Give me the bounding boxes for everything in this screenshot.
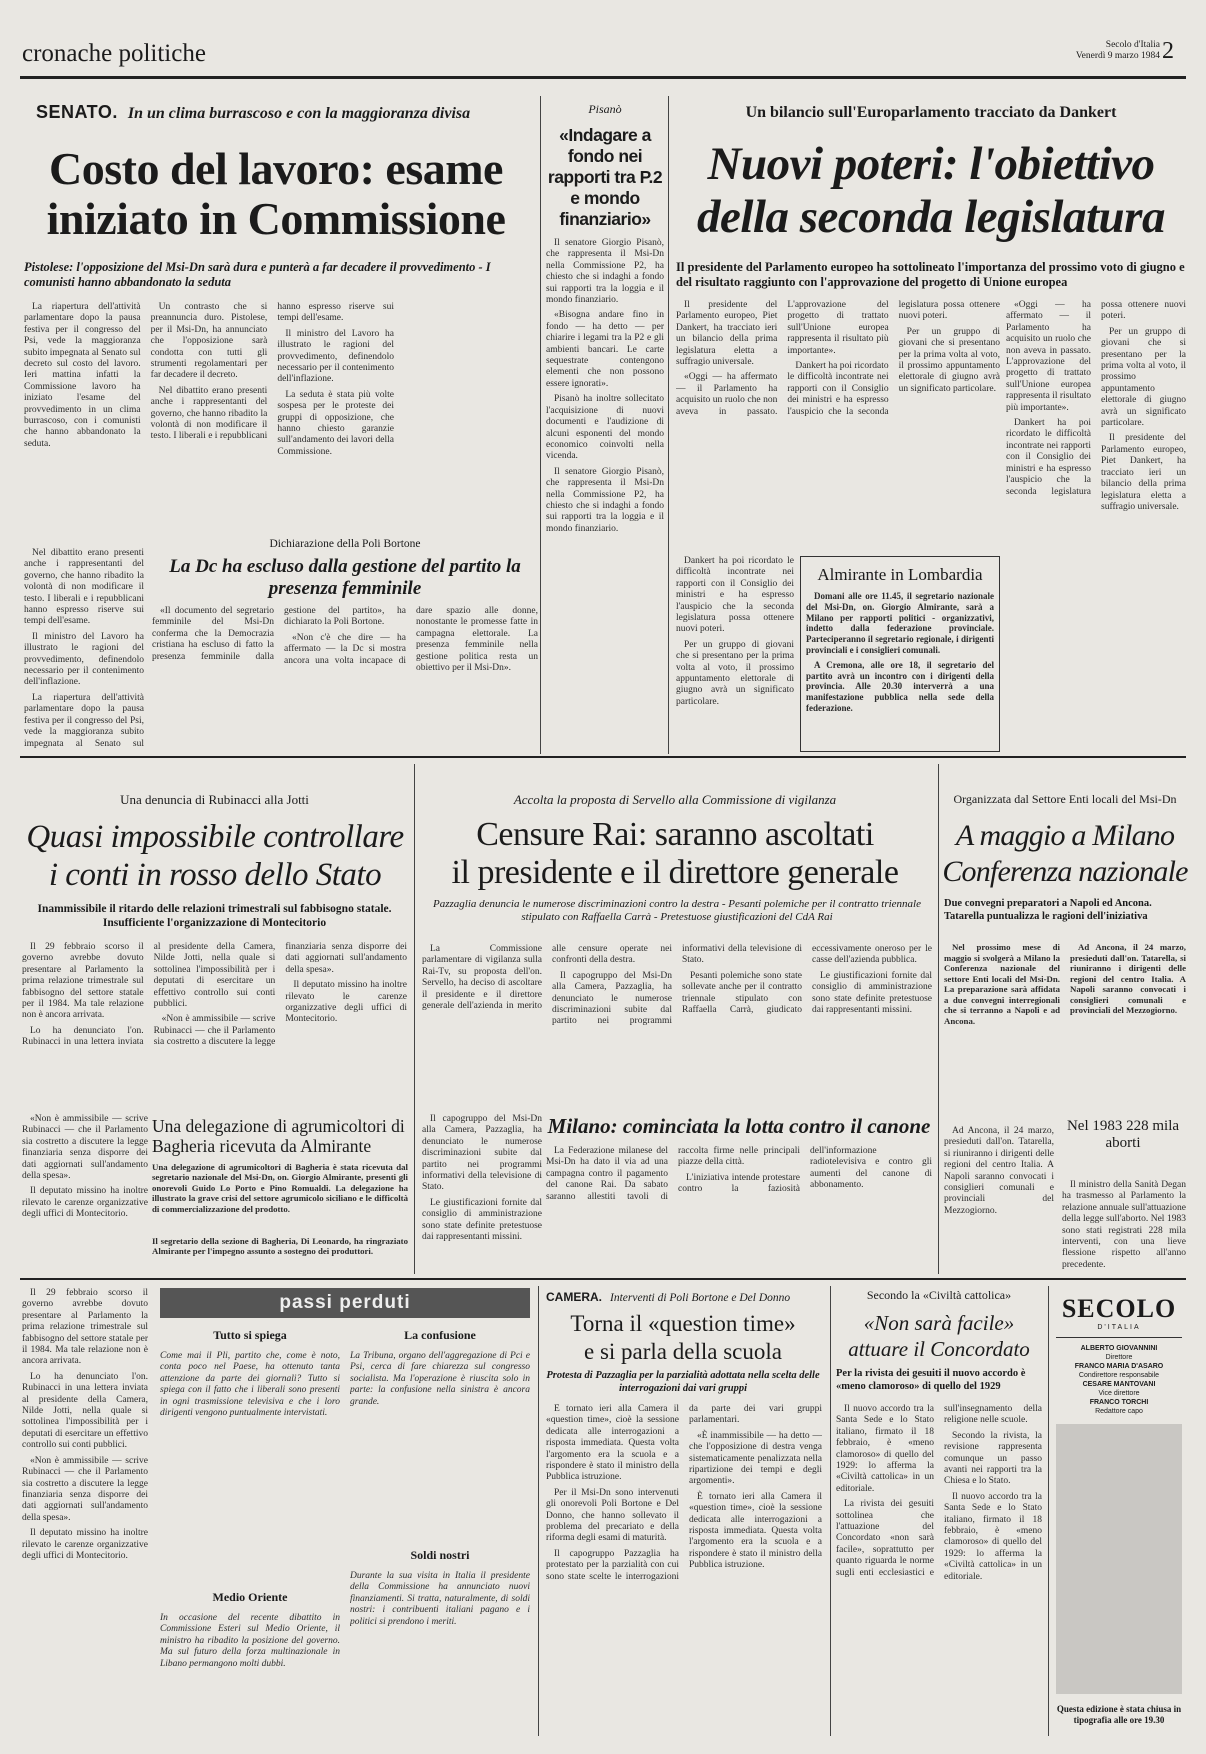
colophon-line: Condirettore responsabile [1078, 1372, 1160, 1379]
europa-kicker: Un bilancio sull'Europarlamento tracciato da Dankert [745, 104, 1117, 121]
senato-body-continued [24, 548, 144, 748]
pisano-paragraph: «Bisogna andare fino in fondo — ha detto — per chiarire i legami tra la P2 e gli ambienti bancari. Le carte sequestrate contengono elementi che non possono essere ignorati». [546, 310, 664, 389]
colophon-staff [1052, 1344, 1186, 1416]
europa-paragraph: Dankert ha poi ricordato le difficoltà incontrate nei rapporti con il Consiglio dei ministri e ha espresso l'auspicio che la seconda legislatura possa ottenere nuovi poteri. [787, 300, 1000, 417]
europa-paragraph: «Oggi — ha affermato — il Parlamento ha acquisito un ruolo che non aveva in passato. L'approvazione del progetto di trattato sull'Unione europea rappresenta il risultato più importante». [676, 300, 889, 417]
aborti-body [1062, 1180, 1186, 1272]
column-divider [538, 1286, 539, 1736]
canone-headline: Milano: cominciata la lotta contro il canone [547, 1114, 931, 1138]
passi-item-title: Medio Oriente [212, 1590, 288, 1604]
rai-paragraph: Il capogruppo del Msi-Dn alla Camera, Pazzaglia, ha denunciato le numerose discriminazioni subite dal partito nei programmi informativi della televisione di Stato. [422, 1114, 542, 1193]
colophon-fineprint-block [1056, 1424, 1182, 1694]
senato-headline-line-1: Costo del lavoro: esame [49, 143, 503, 194]
poli-bortone-article [152, 538, 538, 750]
almirante-lombardia-body [806, 591, 994, 741]
europa-paragraph: Il presidente del Parlamento europeo, Piet Dankert, ha tracciato ieri un bilancio della prima legislatura eletta a suffragio universale. [676, 300, 778, 368]
almirante-lombardia-box [800, 556, 1000, 752]
continued-paragraph: Il deputato missino ha inoltre rilevato le carenze organizzative degli uffici di Montecitorio. [22, 1528, 148, 1561]
enti-locali-headline-line-1: A maggio a Milano [955, 819, 1175, 852]
enti-locali-headline [940, 818, 1190, 890]
enti-locali-body [944, 942, 1186, 1122]
concordato-headline-line-2: attuare il Concordato [848, 1337, 1030, 1361]
question-time-paragraph: È tornato ieri alla Camera il «question time», cioè la sessione dedicata alle interrogazioni a risposta immediata. Questa volta l'argomento era la scuola e a rispondere è stato il ministro della Pubblica istruzione. [546, 1404, 679, 1483]
page-number: 2 [1162, 38, 1174, 64]
masthead-info [1050, 40, 1160, 62]
column-divider [938, 764, 939, 1274]
column-divider [540, 96, 541, 754]
almirante-paragraph: Domani alle ore 11.45, il segretario nazionale del Msi-Dn, on. Giorgio Almirante, sarà a Milano per rapporti politici - organizzativi, indetto dalla federazione provinciale. Parteciperanno il segretario regionale, i dirigenti provinciali e i consiglieri comunali. [806, 591, 994, 655]
passi-item-title: Soldi nostri [410, 1548, 470, 1562]
rai-body [422, 944, 932, 1110]
europa-subtitle: Il presidente del Parlamento europeo ha sottolineato l'importanza del prossimo voto di giugno e del risultato raggiunto con l'approvazione del progetto di Unione europea [676, 260, 1185, 289]
question-time-kicker-line [546, 1288, 826, 1306]
question-time-paragraph: Per il Msi-Dn sono intervenuti gli onorevoli Poli Bortone e Del Donno, che hanno sollevato il problema del precariato e della riforma degli esami di maturità. [546, 1487, 679, 1544]
section-title: cronache politiche [22, 40, 206, 67]
enti-locali-body-continued [944, 1126, 1054, 1272]
senato-paragraph: Un contrasto che si preannuncia duro. Pistolese, per il Msi-Dn, ha annunciato che l'opposizione sarà condotta con tutti gli strumenti regolamentari per far decadere il decreto. [150, 302, 268, 381]
europa-body [676, 300, 1000, 550]
senato-headline [26, 144, 526, 244]
passi-item [350, 1548, 530, 1741]
rubinacci-kicker: Una denuncia di Rubinacci alla Jotti [120, 792, 309, 807]
column-divider [668, 96, 669, 754]
rubinacci-body-continued [22, 1114, 148, 1272]
passi-perduti-banner [160, 1288, 530, 1318]
rubinacci-paragraph: Il deputato missino ha inoltre rilevato le carenze organizzative degli uffici di Montecitorio. [22, 1186, 148, 1220]
europa-paragraph: Il presidente del Parlamento europeo, Piet Dankert, ha tracciato ieri un bilancio della prima legislatura eletta a suffragio universale. [1101, 433, 1186, 512]
continued-paragraph: «Non è ammissibile — scrive Rubinacci — che il Parlamento sia costretto a discutere la legge finanziaria senza disporre dei dati aggiornati sull'andamento della spesa». [22, 1455, 148, 1523]
agrumicoltori-article [152, 1116, 408, 1266]
paper-name: Secolo d'Italia [1105, 40, 1160, 50]
rai-paragraph: Le giustificazioni fornite dal consiglio di amministrazione sono state definite pretestuose dai rappresentanti missini. [812, 970, 932, 1016]
europa-paragraph: Dankert ha poi ricordato le difficoltà incontrate nei rapporti con il Consiglio dei ministri e ha espresso l'auspicio che la seconda legislatura possa ottenere nuovi poteri. [676, 556, 794, 635]
aborti-headline: Nel 1983 228 mila aborti [1066, 1118, 1180, 1151]
senato-paragraph: Nel dibattito erano presenti anche i rappresentanti del governo, che hanno ribadito la volontà di non modificare il testo. I liberali e i repubblicani hanno espresso riserve sui tempi dell'esame. [24, 548, 144, 627]
passi-item [160, 1328, 340, 1551]
rubinacci-paragraph: Il 29 febbraio scorso il governo avrebbe dovuto presentare al Parlamento la prima relazione trimestrale sul fabbisogno del settore statale per il 1984. Ma tale relazione non è ancora arrivata. [22, 942, 144, 1021]
continued-text [22, 1288, 148, 1728]
question-time-body [546, 1404, 822, 1734]
rai-headline-line-2: il presidente e il direttore generale [451, 854, 899, 891]
europa-paragraph: «Oggi — ha affermato — il Parlamento ha acquisito un ruolo che non aveva in passato. L'approvazione del progetto di trattato sull'Unione europea rappresenta il risultato più importante». [1006, 300, 1091, 413]
senato-headline-line-2: iniziato in Commissione [46, 193, 506, 244]
senato-paragraph: Il ministro del Lavoro ha illustrato le ragioni del provvedimento, definendolo necessario per il contenimento dell'inflazione. [277, 328, 394, 385]
issue-date: Venerdì 9 marzo 1984 [1075, 51, 1160, 61]
europa-paragraph: Per un gruppo di giovani che si presentano per la prima volta al voto, il prossimo appuntamento elettorale di giugno avrà un significato particolare. [898, 326, 1000, 394]
rai-kicker: Accolta la proposta di Servello alla Commissione di vigilanza [513, 792, 837, 807]
senato-kicker-line [36, 102, 536, 123]
europa-paragraph: Per un gruppo di giovani che si presentano per la prima volta al voto, il prossimo appuntamento elettorale di giugno avrà un significato particolare. [676, 639, 794, 707]
poli-paragraph: «Il documento del segretario femminile del Msi-Dn conferma che la Democrazia cristiana ha escluso di fatto la presenza femminile dalla gestione del partito», ha dichiarato la Poli Bortone. [152, 606, 406, 662]
agrumicoltori-headline: Una delegazione di agrumicoltori di Bagheria ricevuta da Almirante [152, 1116, 405, 1156]
question-time-tag: CAMERA. [546, 1290, 602, 1304]
rubinacci-headline-line-2: i conti in rosso dello Stato [48, 857, 382, 893]
column-divider [414, 764, 415, 1274]
europa-headline-line-1: Nuovi poteri: l'obiettivo [707, 138, 1155, 190]
concordato-headline-line-1: «Non sarà facile» [863, 1311, 1015, 1335]
poli-kicker: Dichiarazione della Poli Bortone [269, 538, 421, 550]
passi-item [160, 1590, 340, 1743]
pisano-paragraph: Il senatore Giorgio Pisanò, che rappresenta il Msi-Dn nella Commissione P2, ha chiesto che si indaghi a fondo sui rapporti tra la loggia e il mondo finanziario. [546, 466, 664, 534]
continued-paragraph: Lo ha denunciato l'on. Rubinacci in una lettera inviata al presidente della Camera, Nilde Jotti, nella quale si sottolinea l'impossibilità per i deputati di esercitare un effettivo controllo sui conti pubblici. [22, 1371, 148, 1451]
column-divider [830, 1286, 831, 1736]
colophon-line: CESARE MANTOVANI [1082, 1381, 1156, 1388]
question-time-headline [540, 1310, 826, 1366]
canone-paragraph: La Federazione milanese del Msi-Dn ha dato il via ad una campagna contro il pagamento del canone Rai. Da sabato saranno allestiti tavoli di raccolta firme nelle principali piazze della città. [546, 1146, 800, 1202]
rai-headline [416, 816, 934, 892]
rai-paragraph: Il capogruppo del Msi-Dn alla Camera, Pazzaglia, ha denunciato le numerose discriminazioni subite dal partito nei programmi informativi della televisione di Stato. [552, 944, 802, 1027]
enti-locali-kicker: Organizzata dal Settore Enti locali del Msi-Dn [953, 792, 1177, 806]
passi-item-body: Come mai il Pli, partito che, come è noto, conta poco nel Paese, ha ottenuto tanta attenzione da parte dei giornali? Tutto si spiega con il fatto che i liberali sono presenti in ogni trasmissione televisiva e che i loro dirigenti vengono puntualmente intervistati. [160, 1351, 340, 1419]
rubinacci-paragraph: Lo ha denunciato l'on. Rubinacci in una lettera inviata al presidente della Camera, Nilde Jotti, nella quale si sottolinea l'impossibilità per i deputati di esercitare un effettivo controllo sui conti pubblici. [22, 942, 276, 1048]
colophon-line: FRANCO TORCHI [1089, 1399, 1149, 1406]
passi-item [350, 1328, 530, 1531]
question-time-paragraph: «È inammissibile — ha detto — che l'opposizione di destra venga sistematicamente penalizzata nella ripartizione dei tempi e degli argomenti». [689, 1430, 822, 1487]
concordato-paragraph: Il nuovo accordo tra la Santa Sede e lo Stato italiano, firmato il 18 febbraio, è «meno clamoroso» di quello del 1929: lo afferma la «Civiltà cattolica» in un editoriale. [944, 1491, 1042, 1582]
europa-headline-line-2: della seconda legislatura [697, 191, 1165, 243]
rubinacci-subtitle: Inammissibile il ritardo delle relazioni trimestrali sul fabbisogno statale. Insufficiente l'organizzazione di Montecitorio [37, 903, 392, 929]
senato-tag: SENATO. [36, 102, 118, 122]
rai-subtitle: Pazzaglia denuncia le numerose discriminazioni contro la destra - Pesanti polemiche per il contratto triennale stipulato con Raffaella Carrà - Pretestuose giustificazioni del CdA Rai [432, 898, 921, 923]
rubinacci-headline-line-1: Quasi impossibile controllare [26, 819, 404, 855]
pisano-paragraph: Il senatore Giorgio Pisanò, che rappresenta il Msi-Dn nella Commissione P2, ha chiesto che si indaghi a fondo sui rapporti tra la loggia e il mondo finanziario. [546, 238, 664, 306]
senato-paragraph: La riapertura dell'attività parlamentare dopo la pausa festiva per il congresso del Psi, vede la maggioranza subito impegnata al Senato sul [24, 692, 144, 748]
pisano-paragraph: Pisanò ha inoltre sollecitato l'acquisizione di nuovi documenti e l'audizione di alcuni esponenti del mondo economico coinvolti nella vicenda. [546, 394, 664, 462]
enti-locali-paragraph: Nel prossimo mese di maggio si svolgerà a Milano la Conferenza nazionale del settore Enti locali del Msi-Dn. La preparazione sarà affidata a due convegni interregionali che si terranno a Napoli e ad Ancona. [944, 942, 1060, 1026]
canone-body [546, 1146, 932, 1272]
question-time-headline-line-2: e si parla della scuola [584, 1339, 782, 1364]
enti-locali-paragraph: Ad Ancona, il 24 marzo, presieduti dall'on. Tatarella, si riuniranno i dirigenti delle regioni del centro Italia. A Napoli saranno convocati i consiglieri comunali e provinciali del Mezzogiorno. [944, 1126, 1054, 1216]
poli-paragraph: «Non c'è che dire — ha affermato — la Dc si mostra ancora una volta incapace di dare spazio alle donne, nonostante le promesse fatte in campagna elettorale. La presenza femminile nella gestione politica resta un obiettivo per il Msi-Dn». [284, 606, 538, 674]
poli-body [152, 606, 538, 734]
rai-paragraph: La Commissione parlamentare di vigilanza sulla Rai-Tv, su proposta dell'on. Servello, ha deciso di ascoltare il presidente e il direttore generale dell'azienda in merito alle censure operate nei confronti della destra. [422, 944, 672, 1012]
concordato-paragraph: Secondo la rivista, la revisione rappresenta comunque un passo avanti nei rapporti tra la Chiesa e lo Stato. [944, 1430, 1042, 1487]
almirante-lombardia-title: Almirante in Lombardia [817, 565, 983, 584]
pisano-body [546, 238, 664, 658]
enti-locali-subtitle: Due convegni preparatori a Napoli ed Ancona. Tatarella puntualizza le ragioni dell'iniziativa [944, 898, 1152, 922]
passi-item-body: Durante la sua visita in Italia il presidente della Commissione ha annunciato nuovi finanziamenti. Si tratta, naturalmente, di soldi nostri: i contribuenti italiani pagano e i politici si prendono i meriti. [350, 1571, 530, 1627]
passi-item-title: Tutto si spiega [213, 1328, 287, 1342]
senato-paragraph: Il ministro del Lavoro ha illustrato le ragioni del provvedimento, definendolo necessario per il contenimento dell'inflazione. [24, 631, 144, 688]
passi-item-body: In occasione del recente dibattito in Commissione Esteri sul Medio Oriente, il ministro ha ribadito la posizione del governo. Ma sul futuro della forza multinazionale in Libano permangono molti dubbi. [160, 1613, 340, 1669]
question-time-subtitle: Protesta di Pazzaglia per la parzialità adottata nella scelta delle interrogazioni dai vari gruppi [546, 1370, 820, 1394]
section-rule [20, 756, 1186, 758]
question-time-headline-line-1: Torna il «question time» [570, 1311, 796, 1336]
senato-paragraph: Nel dibattito erano presenti anche i rappresentanti del governo, che hanno ribadito la volontà di non modificare il testo. I liberali e i repubblicani hanno espresso riserve sui tempi dell'esame. [150, 302, 394, 442]
concordato-paragraph: Il nuovo accordo tra la Santa Sede e lo Stato italiano, firmato il 18 febbraio, è «meno clamoroso» di quello del 1929: lo afferma la «Civiltà cattolica» in un editoriale. [836, 1404, 934, 1494]
senato-kicker: In un clima burrascoso e con la maggioranza divisa [127, 105, 471, 122]
senato-paragraph: La riapertura dell'attività parlamentare dopo la pausa festiva per il congresso del Psi, vede la maggioranza subito impegnata al Senato sul decreto sul costo del lavoro. Ieri mattina infatti la Commissione lavoro ha iniziato l'esame del provvedimento in un clima burrascoso, con i comunisti che hanno abbandonato la seduta. [24, 302, 141, 449]
rubinacci-paragraph: «Non è ammissibile — scrive Rubinacci — che il Parlamento sia costretto a discutere la legge finanziaria senza disporre dei dati aggiornati sull'andamento della spesa». [22, 1114, 148, 1182]
enti-locali-headline-line-2: Conferenza nazionale [942, 855, 1188, 888]
pisano-article [546, 102, 664, 658]
colophon-line: ALBERTO GIOVANNINI [1080, 1345, 1158, 1352]
concordato-body [836, 1404, 1042, 1734]
senato-body [24, 302, 394, 544]
aborti-paragraph: Il ministro della Sanità Degan ha trasmesso al Parlamento la relazione annuale sull'attuazione della legge sull'aborto. Nel 1983 sono stati registrati 228 mila interventi, con una lieve flessione rispetto all'anno precedente. [1062, 1180, 1186, 1270]
passi-item-title: La confusione [404, 1328, 476, 1342]
masthead-rule [20, 76, 1186, 79]
enti-locali-paragraph: Ad Ancona, il 24 marzo, presieduti dall'on. Tatarella, si riuniranno i dirigenti delle regioni del centro Italia. A Napoli saranno convocati i consiglieri comunali e provinciali del Mezzogiorno. [1070, 942, 1186, 1015]
agrumicoltori-body-2: Il segretario della sezione di Bagheria, Di Leonardo, ha ringraziato Almirante per l'impegno assunto a sostegno dei produttori. [152, 1236, 408, 1257]
concordato-paragraph: La rivista dei gesuiti sottolinea che l'attuazione del Concordato «non sarà facile», soprattutto per quanto riguarda le norme sugli enti ecclesiastici e sull'insegnamento della religione nelle scuole. [836, 1404, 1042, 1578]
senato-paragraph: La seduta è stata più volte sospesa per le proteste dei gruppi di opposizione, che hanno chiesto garanzie sull'andamento dei lavori della Commissione. [277, 389, 394, 457]
europa-paragraph: Per un gruppo di giovani che si presentano per la prima volta al voto, il prossimo appuntamento elettorale di giugno avrà un significato particolare. [1101, 326, 1186, 429]
colophon-line: Redattore capo [1095, 1408, 1143, 1415]
colophon-line: Vice direttore [1098, 1390, 1140, 1397]
canone-paragraph: L'iniziativa intende protestare contro la faziosità dell'informazione radiotelevisiva e contro gli aumenti del canone di abbonamento. [678, 1146, 932, 1195]
rubinacci-paragraph: «Non è ammissibile — scrive Rubinacci — che il Parlamento sia costretto a discutere la legge finanziaria senza disporre dei dati aggiornati sull'andamento della spesa». [153, 942, 407, 1048]
rai-paragraph: Le giustificazioni fornite dal consiglio di amministrazione sono state definite pretestuose dai rappresentanti missini. [422, 1197, 542, 1243]
rai-headline-line-1: Censure Rai: saranno ascoltati [476, 816, 874, 853]
europa-body-lower [676, 556, 794, 752]
passi-perduti-title: passi perduti [279, 1292, 411, 1313]
europa-headline [674, 138, 1188, 244]
colophon [1052, 1288, 1186, 1734]
colophon-title: SECOLO [1061, 1294, 1177, 1323]
colophon-line: Direttore [1105, 1354, 1133, 1361]
europa-paragraph: Dankert ha poi ricordato le difficoltà incontrate nei rapporti con il Consiglio dei ministri e ha espresso l'auspicio che la seconda legislatura possa ottenere nuovi poteri. [1006, 300, 1186, 497]
concordato-headline [832, 1310, 1046, 1362]
continued-paragraph: Il 29 febbraio scorso il governo avrebbe dovuto presentare al Parlamento la prima relazione trimestrale sul fabbisogno del settore statale per il 1984. Ma tale relazione non è ancora arrivata. [22, 1288, 148, 1367]
colophon-footer: Questa edizione è stata chiusa in tipografia alle ore 19.30 [1056, 1704, 1182, 1725]
concordato-kicker: Secondo la «Civiltà cattolica» [866, 1288, 1012, 1302]
senato-subtitle: Pistolese: l'opposizione del Msi-Dn sarà dura e punterà a far decadere il provvedimento - I comunisti hanno abbandonato la seduta [24, 260, 491, 289]
column-divider [1048, 1286, 1049, 1736]
question-time-paragraph: Il capogruppo Pazzaglia ha protestato per la parzialità con cui sono state scelte le interrogazioni da parte dei vari gruppi parlamentari. [546, 1404, 822, 1582]
rubinacci-body [22, 942, 407, 1110]
concordato-subtitle: Per la rivista dei gesuiti il nuovo accordo è «meno clamoroso» di quello del 1929 [836, 1368, 1026, 1392]
pisano-headline: «Indagare a fondo nei rapporti tra P.2 e mondo finanziario» [547, 125, 663, 229]
rubinacci-headline [20, 818, 410, 894]
rai-body-continued [422, 1114, 542, 1272]
poli-headline: La Dc ha escluso dalla gestione del partito la presenza femminile [169, 556, 521, 599]
almirante-paragraph: A Cremona, alle ore 18, il segretario del partito avrà un incontro con i dirigenti della provincia. Alle 20.30 interverrà a una manifestazione pubblica nella sede della federazione. [806, 659, 994, 713]
question-time-paragraph: È tornato ieri alla Camera il «question time», cioè la sessione dedicata alle interrogazioni a risposta immediata. Questa volta l'argomento era la scuola e a rispondere è stato il ministro della Pubblica istruzione. [689, 1491, 822, 1571]
section-rule [20, 1278, 1186, 1280]
colophon-line: FRANCO MARIA D'ASARO [1074, 1363, 1164, 1370]
passi-item-body: La Tribuna, organo dell'aggregazione di Pci e Psi, cerca di fare chiarezza sul congresso socialista. Ma l'operazione è riuscita solo in parte: la confusione nella sinistra è ancora grande. [350, 1351, 530, 1407]
europa-body-right [1006, 300, 1186, 752]
rubinacci-paragraph: Il deputato missino ha inoltre rilevato le carenze organizzative degli uffici di Montecitorio. [285, 980, 407, 1025]
question-time-kicker: Interventi di Poli Bortone e Del Donno [610, 1292, 791, 1304]
rai-paragraph: Pesanti polemiche sono state sollevate anche per il contratto triennale stipulato con Raffaella Carrà, giudicato eccessivamente oneroso per le casse dell'azienda pubblica. [682, 944, 932, 1016]
agrumicoltori-body: Una delegazione di agrumicoltori di Bagheria è stata ricevuta dal segretario nazionale del Msi-Dn, on. Giorgio Almirante, presenti gli onorevoli Guido Lo Porto e Pino Romualdi. La delegazione ha illustrato la grave crisi del settore agrumicolo siciliano e le difficoltà di commercializzazione del prodotto. [152, 1162, 408, 1214]
colophon-subtitle: D'ITALIA [1097, 1324, 1141, 1331]
pisano-kicker: Pisanò [588, 102, 622, 116]
